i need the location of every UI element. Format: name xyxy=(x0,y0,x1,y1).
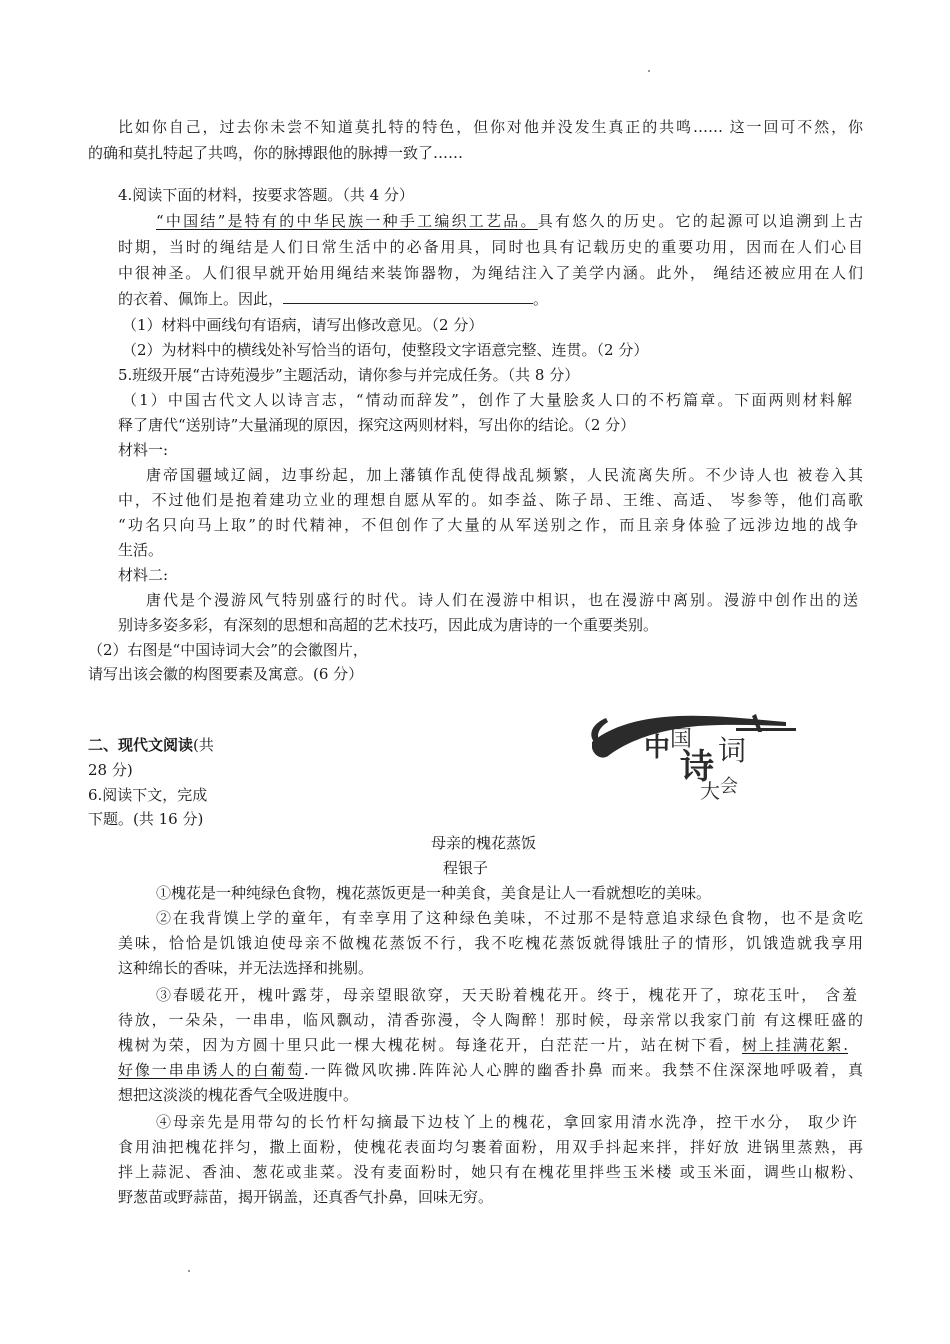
scan-dot xyxy=(648,70,650,72)
q4-para-line-4-start: 的衣着、佩饰上。因此， xyxy=(118,290,284,308)
section-2-heading-rest: (共 xyxy=(193,736,214,754)
q5-title: 5.班级开展“古诗苑漫步”主题活动，请你参与并完成任务。（共 8 分） xyxy=(118,366,580,384)
article-author: 程银子 xyxy=(443,859,489,877)
article-para-3-line-3-start: 槐树为荣，因为方圆十里只此一棵大槐花树。每逢花开，白茫茫一片，站在树下看， xyxy=(118,1036,743,1054)
article-underlined-phrase-2: 好像一串串诱人的白葡萄 xyxy=(118,1061,304,1079)
article-para-2-line-2: 美味，恰恰是饥饿迫使母亲不做槐花蒸饭不行，我不吃槐花蒸饭就得饿肚子的情形，饥饿造就我享用 xyxy=(118,934,863,952)
q6-line-2: 下题。(共 16 分) xyxy=(88,810,204,828)
article-para-3-line-5: 想把这淡淡的槐花香气全吸进腹中。 xyxy=(118,1086,359,1104)
article-para-1: ①槐花是一种纯绿色食物，槐花蒸饭更是一种美食，美食是让人一看就想吃的美味。 xyxy=(156,884,712,902)
article-para-3-line-4 xyxy=(118,1058,863,1082)
section-2-heading-bold: 二、现代文阅读 xyxy=(88,736,194,754)
section-2-points: 28 分) xyxy=(88,761,133,779)
material-1-line-2: 中，不过他们是抱着建功立业的理想自愿从军的。如李益、陈子昂、王维、高适、 岑参等，他们高歌 xyxy=(118,491,863,509)
article-para-3-line-2: 待放，一朵朵，一串串，临风飘动，清香弥漫，令人陶醉！那时候，母亲常以我家门前 有这棵旺盛的 xyxy=(118,1011,863,1029)
poetry-conference-logo xyxy=(586,698,800,808)
intro-line-1: 比如你自己，过去你未尝不知道莫扎特的特色，但你对他并没发生真正的共鸣…… 这一回可不然，你 xyxy=(118,118,863,136)
logo-char-zhong: 中 xyxy=(644,733,671,763)
logo-char-hui: 会 xyxy=(720,776,738,797)
article-para-4-line-2: 食用油把槐花拌匀，撒上面粉，使槐花表面均匀裹着面粉，用双手抖起来拌，拌好放 进锅里蒸熟，再 xyxy=(118,1138,863,1156)
material-2-line-2: 别诗多姿多彩，有深刻的思想和高超的艺术技巧，因此成为唐诗的一个重要类别。 xyxy=(118,616,659,634)
article-para-4-line-3: 拌上蒜泥、香油、葱花或韭菜。没有麦面粉时，她只有在槐花里拌些玉米楼 或玉米面，调些山椒粉、 xyxy=(118,1163,863,1181)
logo-char-da: 大 xyxy=(700,779,720,803)
q4-para-line-2: 时期，当时的绳结是人们日常生活中的必备用具，同时也具有记载历史的重要功用，因而在人们心目 xyxy=(118,238,863,256)
section-2-heading xyxy=(88,733,214,757)
material-1-label: 材料一: xyxy=(118,441,169,459)
material-2-label: 材料二: xyxy=(118,566,169,584)
q5-sub-1-line-1: （1）中国古代文人以诗言志，“情动而辞发”，创作了大量脍炙人口的不朽篇章。下面两则材料解 xyxy=(122,391,852,409)
article-para-4-line-4: 野葱苗或野蒜苗，揭开锅盖，还真香气扑鼻，回味无穷。 xyxy=(118,1188,494,1206)
logo-char-shi: 诗 xyxy=(680,747,714,787)
logo-char-guo: 国 xyxy=(670,727,693,752)
article-para-3-line-1: ③春暖花开，槐叶露芽，母亲望眼欲穿，天天盼着槐花开。终于，槐花开了，琼花玉叶， 含羞 xyxy=(156,986,857,1004)
q5-sub-2-line-1: （2）右图是“中国诗词大会”的会徽图片， xyxy=(88,641,368,659)
article-para-2-line-3: 这种绵长的香味，并无法选择和挑剔。 xyxy=(118,959,374,977)
article-para-3-line-4-rest: .一阵微风吹拂.阵阵沁人心脾的幽香扑鼻 而来。我禁不住深深地呼吸着，真 xyxy=(303,1061,863,1079)
q4-sub-1: （1）材料中画线句有语病，请写出修改意见。（2 分） xyxy=(122,316,484,334)
q4-para-line-1-rest: 具有悠久的历史。它的起源可以追溯到上古 xyxy=(537,212,863,230)
q4-para-line-4-end: 。 xyxy=(533,290,549,308)
material-1-line-3: “功名只向马上取”的时代精神，不但创作了大量的从军送别之作，而且亲身体验了远涉边地的战争 xyxy=(118,516,858,534)
material-1-line-4: 生活。 xyxy=(118,541,164,559)
article-para-2-line-1: ②在我背馍上学的童年，有幸享用了这种绿色美味，不过那不是特意追求绿色食物，也不是贪吃 xyxy=(156,909,863,927)
article-para-3-line-3 xyxy=(118,1033,848,1057)
q5-sub-1-line-2: 释了唐代“送别诗”大量涌现的原因，探究这两则材料，写出你的结论。（2 分） xyxy=(118,416,636,434)
logo-char-ci: 词 xyxy=(718,734,747,767)
q5-sub-2-line-2: 请写出该会徽的构图要素及寓意。(6 分） xyxy=(88,665,364,683)
article-title: 母亲的槐花蒸饭 xyxy=(431,834,537,852)
article-underlined-phrase-1: 树上挂满花絮. xyxy=(742,1036,848,1054)
q4-sub-2: （2）为材料中的横线处补写恰当的语句，使整段文字语意完整、连贯。（2 分） xyxy=(122,341,649,359)
scan-dot-bottom xyxy=(188,1270,190,1272)
material-2-line-1: 唐代是个漫游风气特别盛行的时代。诗人们在漫游中相识，也在漫游中离别。漫游中创作出的送 xyxy=(146,591,858,609)
q4-fill-blank[interactable] xyxy=(283,289,533,304)
intro-line-2: 的确和莫扎特起了共鸣，你的脉搏跟他的脉搏一致了…… xyxy=(88,144,464,162)
q4-title: 4.阅读下面的材料，按要求答题。（共 4 分） xyxy=(118,186,414,204)
q4-para-line-3: 中很神圣。人们很早就开始用绳结来装饰器物，为绳结注入了美学内涵。此外， 绳结还被应用在人们 xyxy=(118,264,863,282)
q6-line-1: 6.阅读下文，完成 xyxy=(88,786,208,804)
q4-para-line-1 xyxy=(156,209,863,233)
q4-underlined-sentence: “中国结”是特有的中华民族一种手工编织工艺品。 xyxy=(156,212,538,230)
material-1-line-1: 唐帝国疆域辽阔，边事纷起，加上藩镇作乱使得战乱频繁，人民流离失所。不少诗人也 被卷入其 xyxy=(146,466,863,484)
article-para-4-line-1: ④母亲先是用带勾的长竹杆勾摘最下边枝丫上的槐花，拿回家用清水洗净，控干水分， 取少许 xyxy=(156,1113,857,1131)
q4-para-line-4 xyxy=(118,287,548,311)
